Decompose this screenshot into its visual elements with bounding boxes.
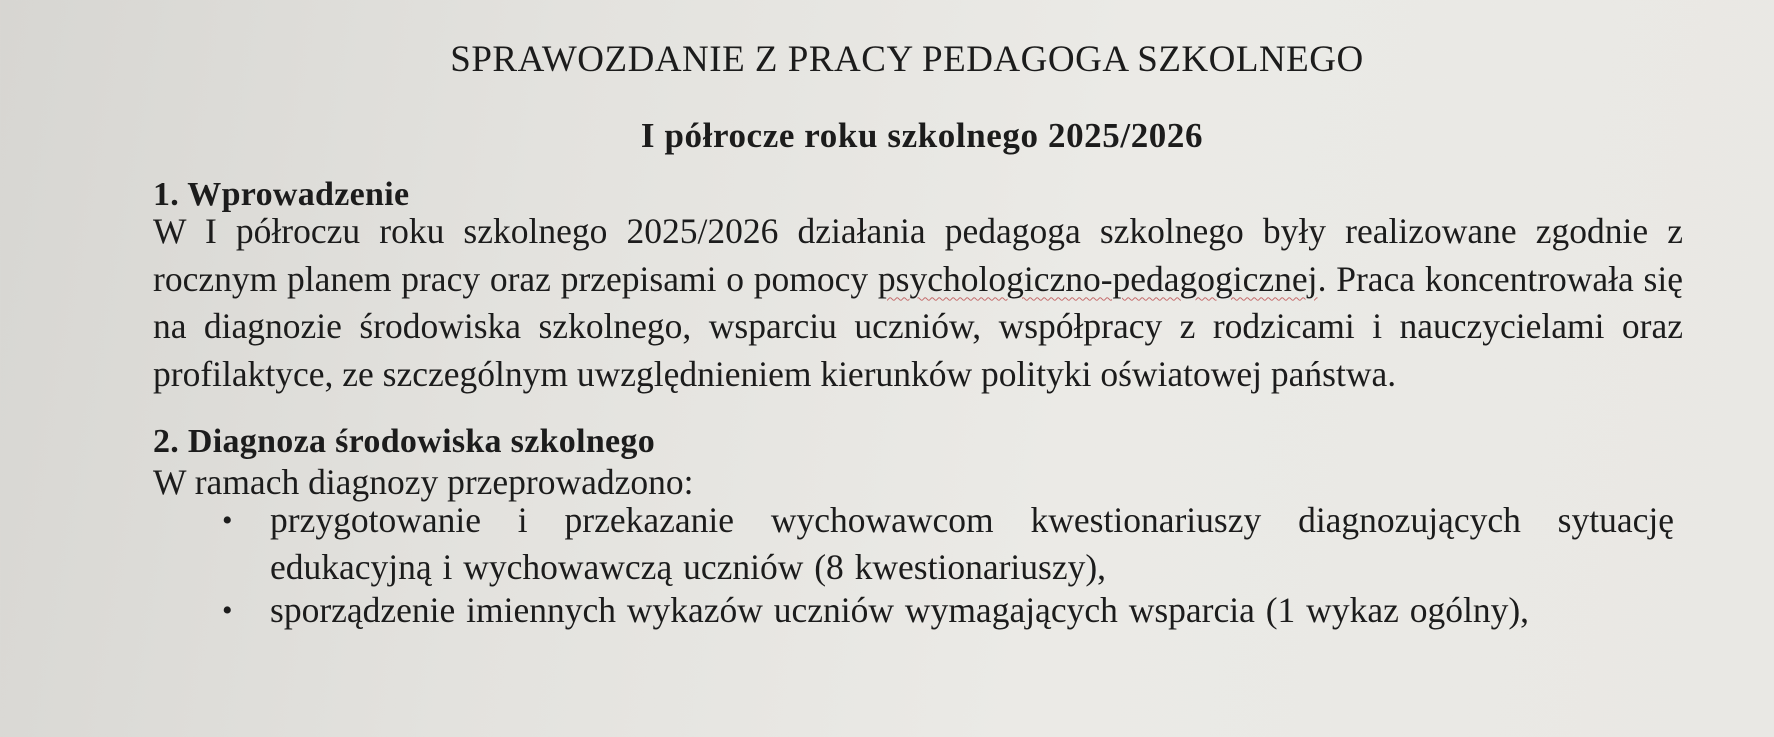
document-subtitle: I półrocze roku szkolnego 2025/2026 — [640, 116, 1204, 155]
list-item: sporządzenie imiennych wykazów uczniów wymagających wsparcia (1 wykaz ogólny), — [270, 590, 1530, 630]
bullet-icon: • — [222, 594, 233, 627]
section-heading-diagnosis: 2. Diagnoza środowiska szkolnego — [153, 423, 656, 460]
bullet-icon: • — [222, 504, 233, 537]
section-heading-introduction: 1. Wprowadzenie — [153, 176, 410, 213]
paragraph-text-part1: W I półroczu roku szkolnego 2025/2026 działania pedagoga szkolnego były realizowane zgodnie z rocznym planem pracy oraz przepisami o pomocy — [153, 211, 1683, 299]
list-item: przygotowanie i przekazanie wychowawcom kwestionariuszy diagnozujących sytuację edukacyjną i wychowawczą uczniów (8 kwestionariuszy), — [270, 500, 1674, 587]
document-title: SPRAWOZDANIE Z PRACY PEDAGOGA SZKOLNEGO — [450, 39, 1364, 80]
paragraph-text-part2: . Praca koncentrowała się na diagnozie środowiska szkolnego, wsparciu uczniów, współpracy z rodzicami i nauczycielami oraz profilaktyce, ze szczególnym uwzględnieniem kierunków polityki oświatowej państwa. — [153, 258, 1683, 394]
diagnosis-intro-text: W ramach diagnozy przeprowadzono: — [153, 462, 694, 502]
introduction-paragraph — [153, 208, 1683, 398]
spellcheck-flagged-word: psychologiczno-pedagogicznej — [877, 258, 1318, 299]
